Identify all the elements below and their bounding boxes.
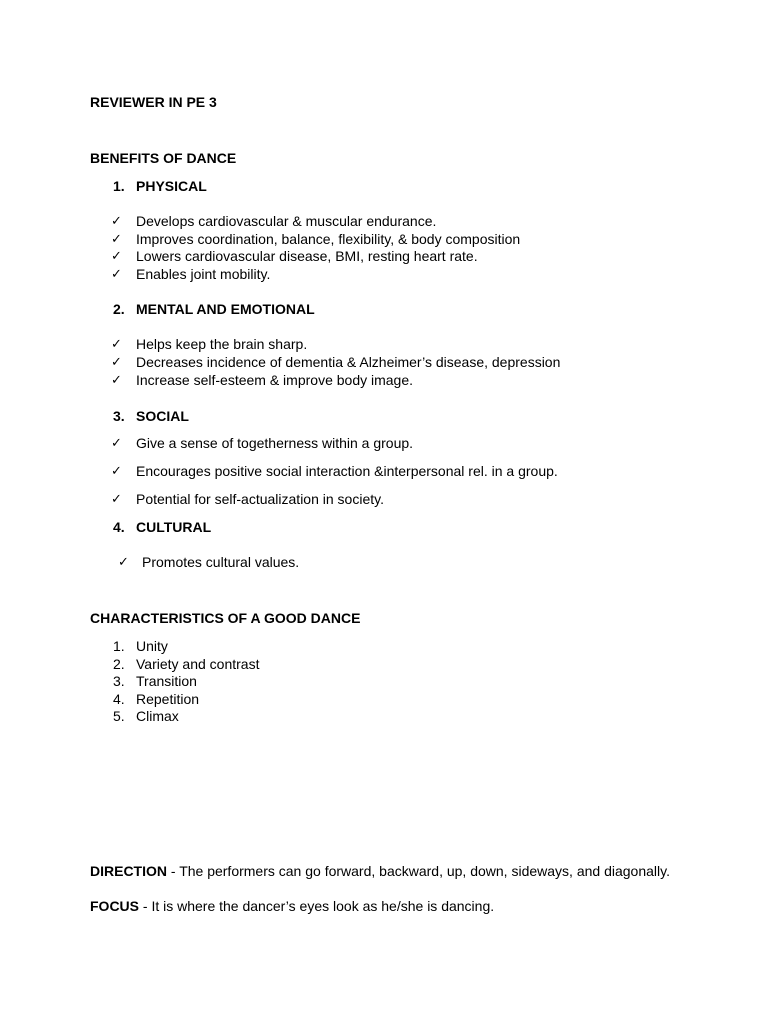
definition-term: DIRECTION (90, 863, 167, 879)
check-icon: ✓ (111, 372, 122, 387)
benefits-heading: BENEFITS OF DANCE (90, 150, 237, 166)
list-item: Promotes cultural values. (142, 554, 300, 570)
check-icon: ✓ (111, 213, 122, 228)
definition-direction (90, 863, 670, 880)
characteristics-heading: CHARACTERISTICS OF A GOOD DANCE (90, 610, 361, 626)
check-icon: ✓ (111, 248, 122, 263)
list-item: Increase self-esteem & improve body image. (136, 372, 414, 388)
check-icon: ✓ (111, 491, 122, 506)
list-item: Give a sense of togetherness within a group. (136, 435, 414, 451)
definition-focus (90, 898, 494, 915)
section-label: CULTURAL (136, 519, 212, 535)
list-item: Climax (136, 708, 179, 724)
check-icon: ✓ (111, 266, 122, 281)
list-number: 4. (113, 691, 125, 707)
list-number: 1. (113, 638, 125, 654)
definition-text: - It is where the dancer’s eyes look as he/she is dancing. (139, 898, 495, 914)
section-number: 1. (113, 178, 125, 194)
list-item: Encourages positive social interaction &interpersonal rel. in a group. (136, 463, 558, 479)
list-item: Lowers cardiovascular disease, BMI, resting heart rate. (136, 248, 478, 264)
section-number: 4. (113, 519, 125, 535)
section-label: PHYSICAL (136, 178, 207, 194)
definition-term: FOCUS (90, 898, 139, 914)
list-item: Helps keep the brain sharp. (136, 336, 308, 352)
list-item: Enables joint mobility. (136, 266, 271, 282)
section-label: MENTAL AND EMOTIONAL (136, 301, 315, 317)
check-icon: ✓ (111, 354, 122, 369)
list-item: Transition (136, 673, 197, 689)
list-item: Decreases incidence of dementia & Alzheimer’s disease, depression (136, 354, 561, 370)
list-item: Unity (136, 638, 168, 654)
check-icon: ✓ (111, 336, 122, 351)
definition-text: - The performers can go forward, backward, up, down, sideways, and diagonally. (167, 863, 670, 879)
check-icon: ✓ (118, 554, 129, 569)
list-item: Repetition (136, 691, 200, 707)
section-number: 3. (113, 408, 125, 424)
check-icon: ✓ (111, 463, 122, 478)
check-icon: ✓ (111, 435, 122, 450)
list-number: 3. (113, 673, 125, 689)
section-number: 2. (113, 301, 125, 317)
list-item: Develops cardiovascular & muscular endurance. (136, 213, 437, 229)
document-title: REVIEWER IN PE 3 (90, 94, 217, 110)
section-label: SOCIAL (136, 408, 189, 424)
check-icon: ✓ (111, 231, 122, 246)
list-item: Variety and contrast (136, 656, 260, 672)
list-item: Improves coordination, balance, flexibility, & body composition (136, 231, 521, 247)
list-number: 5. (113, 708, 125, 724)
list-number: 2. (113, 656, 125, 672)
list-item: Potential for self-actualization in society. (136, 491, 384, 507)
